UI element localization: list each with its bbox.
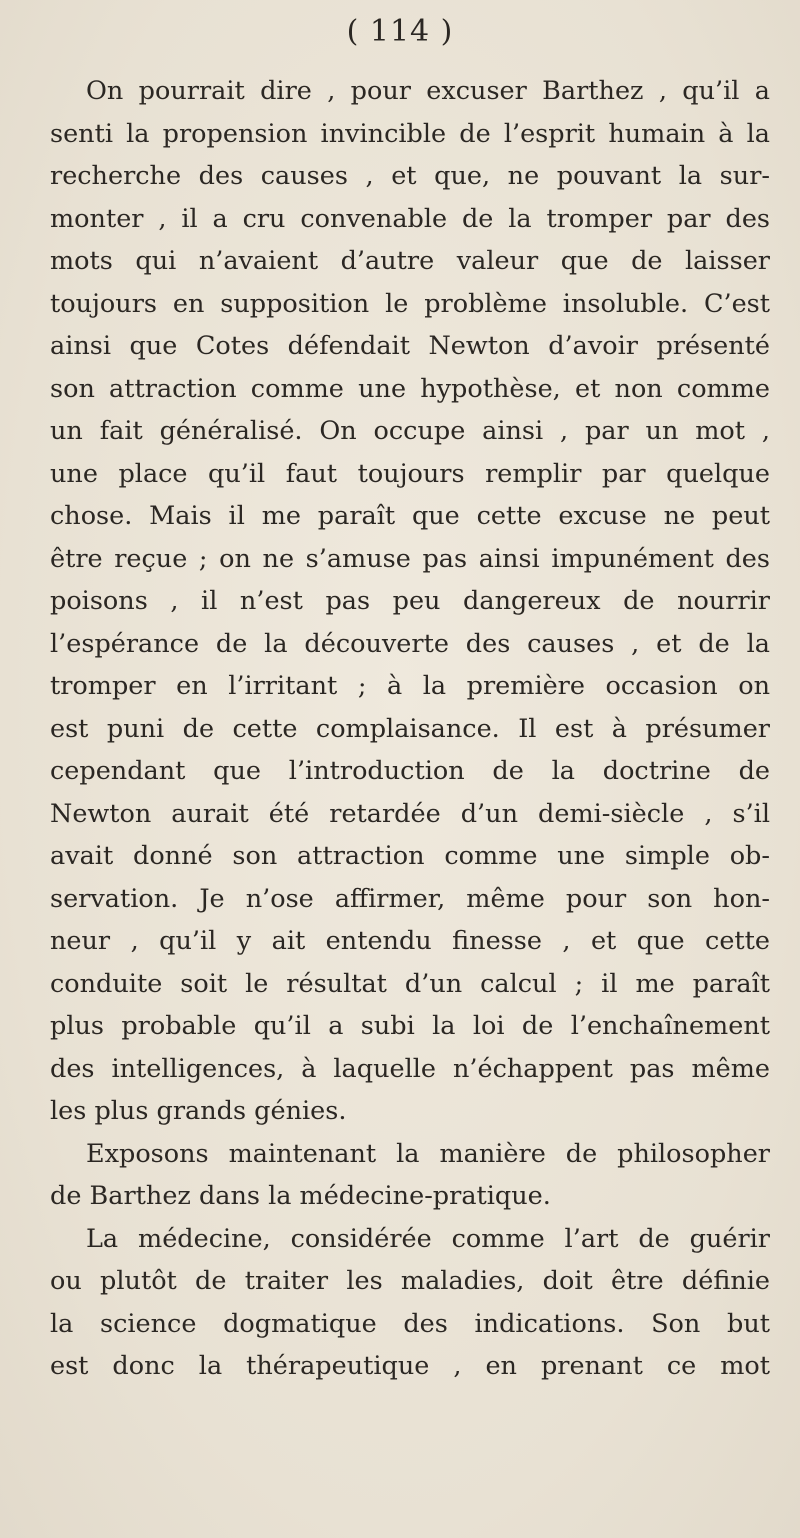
text-line: Exposons maintenant la manière de philosopher bbox=[86, 1138, 770, 1169]
text-line: l’espérance de la découverte des causes , et de la bbox=[50, 628, 770, 659]
text-line: cependant que l’introduction de la doctrine de bbox=[50, 756, 770, 786]
text-line: est puni de cette complaisance. Il est à présumer bbox=[50, 713, 770, 744]
text-line: une place qu’il faut toujours remplir par quelque bbox=[50, 458, 770, 489]
text-line: servation. Je n’ose affirmer, même pour son hon- bbox=[50, 883, 770, 914]
body-text bbox=[50, 70, 770, 1388]
text-line: La médecine, considérée comme l’art de guérir bbox=[86, 1223, 770, 1254]
text-line: être reçue ; on ne s’amuse pas ainsi impunément des bbox=[50, 543, 770, 574]
text-line: poisons , il n’est pas peu dangereux de nourrir bbox=[50, 586, 770, 616]
text-line: des intelligences, à laquelle n’échappent pas même bbox=[50, 1053, 770, 1084]
text-line: les plus grands génies. bbox=[50, 1096, 347, 1126]
text-line: neur , qu’il y ait entendu finesse , et que cette bbox=[50, 926, 770, 956]
text-line: mots qui n’avaient d’autre valeur que de laisser bbox=[50, 246, 770, 276]
text-line: recherche des causes , et que, ne pouvant la sur- bbox=[50, 161, 770, 191]
page-number: ( 114 ) bbox=[346, 14, 454, 49]
text-line: la science dogmatique des indications. Son but bbox=[50, 1308, 770, 1339]
text-line: chose. Mais il me paraît que cette excuse ne peut bbox=[50, 501, 770, 531]
text-line: son attraction comme une hypothèse, et non comme bbox=[50, 373, 770, 404]
text-line: On pourrait dire , pour excuser Barthez , qu’il a bbox=[86, 76, 770, 106]
text-line: est donc la thérapeutique , en prenant ce mot bbox=[50, 1351, 770, 1381]
text-line: toujours en supposition le problème insoluble. C’est bbox=[50, 288, 770, 319]
text-line: Newton aurait été retardée d’un demi-siècle , s’il bbox=[50, 798, 770, 829]
text-line: senti la propension invincible de l’esprit humain à la bbox=[50, 118, 770, 149]
text-line: un fait généralisé. On occupe ainsi , par un mot , bbox=[50, 416, 770, 446]
text-line: monter , il a cru convenable de la tromper par des bbox=[50, 203, 770, 234]
text-line: ainsi que Cotes défendait Newton d’avoir présenté bbox=[50, 331, 770, 361]
text-line: de Barthez dans la médecine-pratique. bbox=[50, 1181, 551, 1211]
text-line: ou plutôt de traiter les maladies, doit être définie bbox=[50, 1266, 770, 1296]
text-line: conduite soit le résultat d’un calcul ; il me paraît bbox=[50, 968, 770, 999]
text-line: plus probable qu’il a subi la loi de l’enchaînement bbox=[50, 1011, 770, 1041]
text-line: avait donné son attraction comme une simple ob- bbox=[50, 841, 770, 871]
text-line: tromper en l’irritant ; à la première occasion on bbox=[50, 671, 770, 701]
